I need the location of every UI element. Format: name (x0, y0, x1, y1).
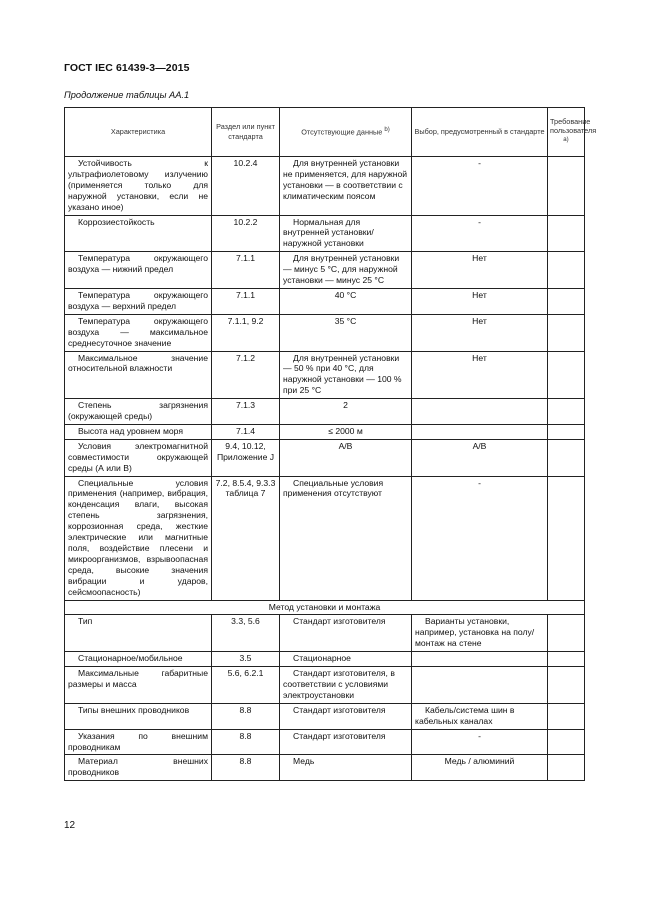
header-section: Раздел или пункт стандарта (212, 108, 280, 157)
cell-characteristic: Максимальные габаритные размеры и масса (65, 667, 212, 704)
header-missing-data (280, 108, 412, 157)
cell-standard-choice: - (412, 157, 548, 216)
cell-user-requirement (548, 667, 585, 704)
table-caption: Продолжение таблицы АА.1 (64, 90, 190, 100)
cell-section: 7.1.1, 9.2 (212, 314, 280, 351)
cell-missing-data: Нормальная для внутренней установки/наружной установки (280, 215, 412, 252)
cell-characteristic: Материал внешних проводников (65, 755, 212, 781)
footnote-a-marker: a) (563, 136, 569, 144)
section-title: Метод установки и монтажа (65, 600, 585, 615)
table-row (65, 615, 585, 652)
cell-standard-choice (412, 652, 548, 667)
cell-section: 7.1.2 (212, 351, 280, 399)
cell-characteristic: Максимальное значение относительной влажности (65, 351, 212, 399)
cell-user-requirement (548, 288, 585, 314)
cell-user-requirement (548, 615, 585, 652)
table-row (65, 667, 585, 704)
cell-section: 9.4, 10.12, Приложение J (212, 439, 280, 476)
cell-user-requirement (548, 252, 585, 289)
cell-standard-choice: A/B (412, 439, 548, 476)
cell-user-requirement (548, 215, 585, 252)
cell-section: 8.8 (212, 755, 280, 781)
cell-missing-data: Стационарное (280, 652, 412, 667)
cell-missing-data: Для внутренней установки не применяется, для наружной установки — в соответствии с климатическим поясом (280, 157, 412, 216)
table-row (65, 252, 585, 289)
cell-user-requirement (548, 399, 585, 425)
cell-characteristic: Коррозиестойкость (65, 215, 212, 252)
cell-standard-choice: Кабель/система шин в кабельных каналах (412, 703, 548, 729)
cell-user-requirement (548, 157, 585, 216)
table-header-row (65, 108, 585, 157)
header-user-requirement (548, 108, 597, 157)
table-row (65, 314, 585, 351)
cell-section: 3.3, 5.6 (212, 615, 280, 652)
cell-user-requirement (548, 729, 585, 755)
cell-characteristic: Тип (65, 615, 212, 652)
table-row (65, 351, 585, 399)
cell-missing-data: Для внутренней установки — 50 % при 40 °С, для наружной установки — 100 % при 25 °С (280, 351, 412, 399)
cell-user-requirement (548, 755, 585, 781)
document-header: ГОСТ IEC 61439-3—2015 (64, 62, 190, 74)
header-standard-choice: Выбор, предусмотренный в стандарте (412, 108, 548, 157)
cell-section: 10.2.2 (212, 215, 280, 252)
cell-standard-choice: Нет (412, 252, 548, 289)
cell-section: 3.5 (212, 652, 280, 667)
cell-missing-data: Медь (280, 755, 412, 781)
cell-user-requirement (548, 424, 585, 439)
cell-standard-choice (412, 424, 548, 439)
cell-missing-data: ≤ 2000 м (280, 424, 412, 439)
cell-characteristic: Стационарное/мобильное (65, 652, 212, 667)
table-row (65, 476, 585, 600)
cell-characteristic: Условия электромагнитной совместимости окружающей среды (А или В) (65, 439, 212, 476)
cell-missing-data: Стандарт изготовителя (280, 703, 412, 729)
cell-standard-choice: Нет (412, 351, 548, 399)
cell-standard-choice: - (412, 476, 548, 600)
cell-section: 8.8 (212, 703, 280, 729)
cell-missing-data: 35 °С (280, 314, 412, 351)
cell-missing-data: A/B (280, 439, 412, 476)
cell-user-requirement (548, 351, 585, 399)
header-missing-data-label: Отсутствующие данные (301, 127, 385, 137)
cell-standard-choice: Медь / алюминий (412, 755, 548, 781)
cell-section: 7.1.3 (212, 399, 280, 425)
cell-characteristic: Типы внешних проводников (65, 703, 212, 729)
cell-standard-choice: - (412, 729, 548, 755)
table-row (65, 729, 585, 755)
cell-characteristic: Температура окружающего воздуха — максимальное среднесуточное значение (65, 314, 212, 351)
cell-missing-data: 40 °С (280, 288, 412, 314)
cell-characteristic: Устойчивость к ультрафиолетовому излучению (применяется только для наружной установки, если не указано иное) (65, 157, 212, 216)
requirements-table (64, 107, 597, 781)
cell-characteristic: Температура окружающего воздуха — верхний предел (65, 288, 212, 314)
section-row (65, 600, 585, 615)
cell-standard-choice: Нет (412, 288, 548, 314)
table-row (65, 215, 585, 252)
table-row (65, 157, 585, 216)
table-row (65, 399, 585, 425)
table-row (65, 288, 585, 314)
cell-missing-data: Стандарт изготовителя, в соответствии с условиями электроустановки (280, 667, 412, 704)
cell-characteristic: Специальные условия применения (например, вибрация, конденсация влаги, высокая степень загрязнения, коррозионная среда, жесткие электрические или магнитные поля, воздействие плесени и микроорганизмов, взрывоопасная среда, высокие значения вибрации и ударов, сейсмоопасность) (65, 476, 212, 600)
cell-section: 5.6, 6.2.1 (212, 667, 280, 704)
cell-missing-data: Стандарт изготовителя (280, 615, 412, 652)
cell-standard-choice (412, 667, 548, 704)
cell-section: 7.2, 8.5.4, 9.3.3 таблица 7 (212, 476, 280, 600)
cell-standard-choice: Варианты установки, например, установка на полу/монтаж на стене (412, 615, 548, 652)
cell-user-requirement (548, 703, 585, 729)
cell-section: 7.1.4 (212, 424, 280, 439)
cell-standard-choice: - (412, 215, 548, 252)
table-row (65, 424, 585, 439)
cell-user-requirement (548, 439, 585, 476)
cell-section: 7.1.1 (212, 252, 280, 289)
cell-section: 8.8 (212, 729, 280, 755)
header-characteristic: Характеристика (65, 108, 212, 157)
cell-characteristic: Указания по внешним проводникам (65, 729, 212, 755)
cell-missing-data: Специальные условия применения отсутствуют (280, 476, 412, 600)
cell-missing-data: Для внутренней установки — минус 5 °С, для наружной установки — минус 25 °С (280, 252, 412, 289)
cell-missing-data: 2 (280, 399, 412, 425)
footnote-b-marker: b) (384, 126, 390, 134)
cell-user-requirement (548, 314, 585, 351)
table-row (65, 755, 585, 781)
cell-missing-data: Стандарт изготовителя (280, 729, 412, 755)
cell-user-requirement (548, 652, 585, 667)
cell-characteristic: Степень загрязнения (окружающей среды) (65, 399, 212, 425)
cell-section: 10.2.4 (212, 157, 280, 216)
cell-standard-choice: Нет (412, 314, 548, 351)
header-user-requirement-label: Требование пользователя (550, 116, 597, 136)
cell-characteristic: Высота над уровнем моря (65, 424, 212, 439)
table-row (65, 439, 585, 476)
cell-user-requirement (548, 476, 585, 600)
cell-characteristic: Температура окружающего воздуха — нижний предел (65, 252, 212, 289)
table-row (65, 652, 585, 667)
cell-standard-choice (412, 399, 548, 425)
table-row (65, 703, 585, 729)
page-number: 12 (64, 820, 76, 831)
cell-section: 7.1.1 (212, 288, 280, 314)
